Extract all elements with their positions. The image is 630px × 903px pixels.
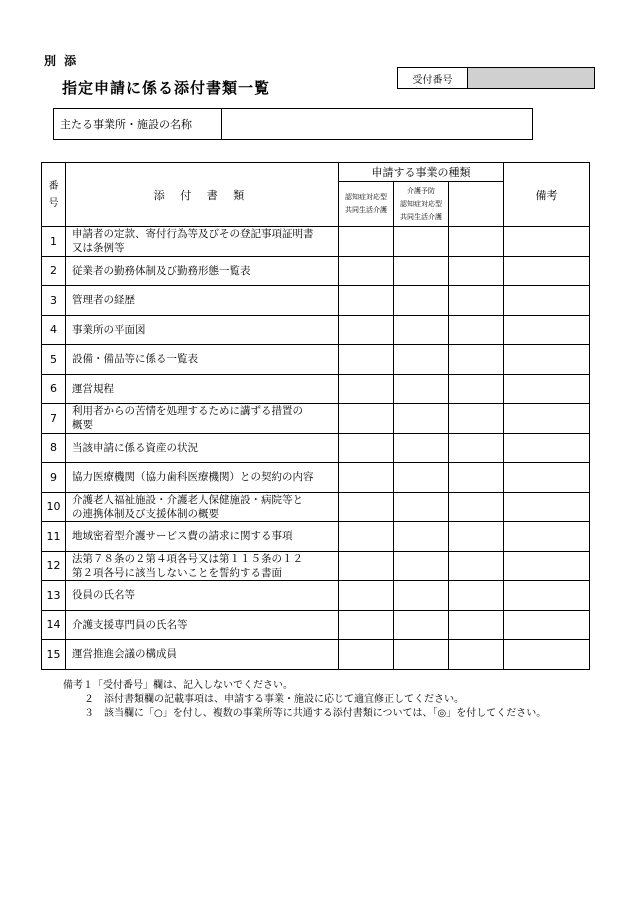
- remarks-cell[interactable]: [504, 551, 590, 581]
- row-number: 13: [42, 581, 66, 611]
- row-number: 9: [42, 463, 66, 493]
- remarks-cell[interactable]: [504, 433, 590, 463]
- check-blank-cell[interactable]: [449, 640, 504, 670]
- remarks-cell[interactable]: [504, 315, 590, 345]
- check-group-care-cell[interactable]: [339, 227, 394, 257]
- remarks-cell[interactable]: [504, 256, 590, 286]
- note-3: ３ 該当欄に「○」を付し、複数の事業所等に共通する添付書類については、「◎」を付してください。: [84, 708, 547, 719]
- row-number: 15: [42, 640, 66, 670]
- receipt-number-box: [397, 67, 595, 89]
- row-number: 5: [42, 345, 66, 375]
- row-number: 1: [42, 227, 66, 257]
- check-preventive-group-care-cell[interactable]: [394, 463, 449, 493]
- check-blank-cell[interactable]: [449, 345, 504, 375]
- row-document-name: 設備・備品等に係る一覧表: [66, 345, 339, 375]
- row-document-name: 地域密着型介護サービス費の請求に関する事項: [66, 522, 339, 552]
- row-document-name: 役員の氏名等: [66, 581, 339, 611]
- row-document-name: 当該申請に係る資産の状況: [66, 433, 339, 463]
- check-blank-cell[interactable]: [449, 404, 504, 434]
- check-group-care-cell[interactable]: [339, 640, 394, 670]
- remarks-cell[interactable]: [504, 286, 590, 316]
- row-document-name: 管理者の経歴: [66, 286, 339, 316]
- check-preventive-group-care-cell[interactable]: [394, 610, 449, 640]
- table-row: [42, 256, 590, 286]
- row-number: 7: [42, 404, 66, 434]
- check-preventive-group-care-cell[interactable]: [394, 256, 449, 286]
- check-blank-cell[interactable]: [449, 227, 504, 257]
- page-title: 指定申請に係る添付書類一覧: [62, 79, 271, 97]
- table-row: [42, 374, 590, 404]
- row-number: 8: [42, 433, 66, 463]
- header-number: 番 号: [42, 163, 66, 227]
- header-kind-group-care: 認知症対応型 共同生活介護: [339, 182, 394, 227]
- table-row: [42, 551, 590, 581]
- facility-name-label: 主たる事業所・施設の名称: [54, 109, 222, 139]
- table-row: [42, 227, 590, 257]
- check-preventive-group-care-cell[interactable]: [394, 374, 449, 404]
- row-number: 3: [42, 286, 66, 316]
- check-blank-cell[interactable]: [449, 492, 504, 522]
- check-group-care-cell[interactable]: [339, 492, 394, 522]
- check-group-care-cell[interactable]: [339, 315, 394, 345]
- check-group-care-cell[interactable]: [339, 374, 394, 404]
- check-blank-cell[interactable]: [449, 315, 504, 345]
- check-preventive-group-care-cell[interactable]: [394, 581, 449, 611]
- facility-name-field[interactable]: [222, 109, 532, 139]
- check-preventive-group-care-cell[interactable]: [394, 640, 449, 670]
- check-group-care-cell[interactable]: [339, 345, 394, 375]
- check-preventive-group-care-cell[interactable]: [394, 286, 449, 316]
- check-group-care-cell[interactable]: [339, 522, 394, 552]
- row-document-name: 従業者の勤務体制及び勤務形態一覧表: [66, 256, 339, 286]
- note-1: 備考１「受付番号」欄は、記入しないでください。: [63, 680, 293, 691]
- table-row: [42, 492, 590, 522]
- check-preventive-group-care-cell[interactable]: [394, 227, 449, 257]
- header-kind-blank: [449, 182, 504, 227]
- table-row: [42, 610, 590, 640]
- attachments-table: [41, 162, 590, 670]
- remarks-cell[interactable]: [504, 610, 590, 640]
- attachment-label: 別 添: [44, 54, 79, 68]
- check-blank-cell[interactable]: [449, 610, 504, 640]
- table-row: [42, 463, 590, 493]
- table-row: [42, 522, 590, 552]
- table-row: [42, 345, 590, 375]
- check-preventive-group-care-cell[interactable]: [394, 404, 449, 434]
- check-group-care-cell[interactable]: [339, 581, 394, 611]
- check-group-care-cell[interactable]: [339, 610, 394, 640]
- header-kind-preventive-group-care: 介護予防 認知症対応型 共同生活介護: [394, 182, 449, 227]
- check-group-care-cell[interactable]: [339, 404, 394, 434]
- row-document-name: 介護支援専門員の氏名等: [66, 610, 339, 640]
- remarks-cell[interactable]: [504, 463, 590, 493]
- check-preventive-group-care-cell[interactable]: [394, 345, 449, 375]
- remarks-cell[interactable]: [504, 227, 590, 257]
- table-row: [42, 404, 590, 434]
- table-row: [42, 640, 590, 670]
- check-preventive-group-care-cell[interactable]: [394, 433, 449, 463]
- check-blank-cell[interactable]: [449, 286, 504, 316]
- row-document-name: 介護老人福祉施設・介護老人保健施設・病院等と の連携体制及び支援体制の概要: [66, 492, 339, 522]
- header-documents: 添 付 書 類: [66, 163, 339, 227]
- row-number: 4: [42, 315, 66, 345]
- facility-name-box: [53, 108, 533, 140]
- row-document-name: 運営規程: [66, 374, 339, 404]
- row-document-name: 事業所の平面図: [66, 315, 339, 345]
- check-group-care-cell[interactable]: [339, 286, 394, 316]
- receipt-number-field[interactable]: [468, 68, 594, 88]
- row-document-name: 運営推進会議の構成員: [66, 640, 339, 670]
- check-preventive-group-care-cell[interactable]: [394, 551, 449, 581]
- check-group-care-cell[interactable]: [339, 463, 394, 493]
- table-row: [42, 581, 590, 611]
- row-number: 14: [42, 610, 66, 640]
- header-remarks: 備考: [504, 163, 590, 227]
- remarks-cell[interactable]: [504, 522, 590, 552]
- note-2: ２ 添付書類欄の記載事項は、申請する事業・施設に応じて適宜修正してください。: [84, 694, 464, 705]
- check-group-care-cell[interactable]: [339, 551, 394, 581]
- remarks-cell[interactable]: [504, 404, 590, 434]
- check-group-care-cell[interactable]: [339, 256, 394, 286]
- table-row: [42, 286, 590, 316]
- check-preventive-group-care-cell[interactable]: [394, 522, 449, 552]
- check-blank-cell[interactable]: [449, 256, 504, 286]
- check-blank-cell[interactable]: [449, 463, 504, 493]
- remarks-cell[interactable]: [504, 640, 590, 670]
- remarks-cell[interactable]: [504, 492, 590, 522]
- row-document-name: 利用者からの苦情を処理するために講ずる措置の 概要: [66, 404, 339, 434]
- row-document-name: 申請者の定款、寄付行為等及びその登記事項証明書 又は条例等: [66, 227, 339, 257]
- check-blank-cell[interactable]: [449, 581, 504, 611]
- row-number: 2: [42, 256, 66, 286]
- check-preventive-group-care-cell[interactable]: [394, 315, 449, 345]
- row-number: 10: [42, 492, 66, 522]
- row-number: 6: [42, 374, 66, 404]
- row-number: 11: [42, 522, 66, 552]
- remarks-cell[interactable]: [504, 374, 590, 404]
- notes: [63, 679, 546, 721]
- remarks-cell[interactable]: [504, 345, 590, 375]
- check-blank-cell[interactable]: [449, 374, 504, 404]
- check-blank-cell[interactable]: [449, 433, 504, 463]
- row-document-name: 法第７８条の２第４項各号又は第１１５条の１２ 第２項各号に該当しないことを誓約する書面: [66, 551, 339, 581]
- receipt-number-label: 受付番号: [398, 68, 468, 88]
- check-preventive-group-care-cell[interactable]: [394, 492, 449, 522]
- table-row: [42, 433, 590, 463]
- table-row: [42, 315, 590, 345]
- check-blank-cell[interactable]: [449, 551, 504, 581]
- remarks-cell[interactable]: [504, 581, 590, 611]
- row-number: 12: [42, 551, 66, 581]
- header-business-kind: 申請する事業の種類: [339, 163, 504, 182]
- row-document-name: 協力医療機関（協力歯科医療機関）との契約の内容: [66, 463, 339, 493]
- check-group-care-cell[interactable]: [339, 433, 394, 463]
- check-blank-cell[interactable]: [449, 522, 504, 552]
